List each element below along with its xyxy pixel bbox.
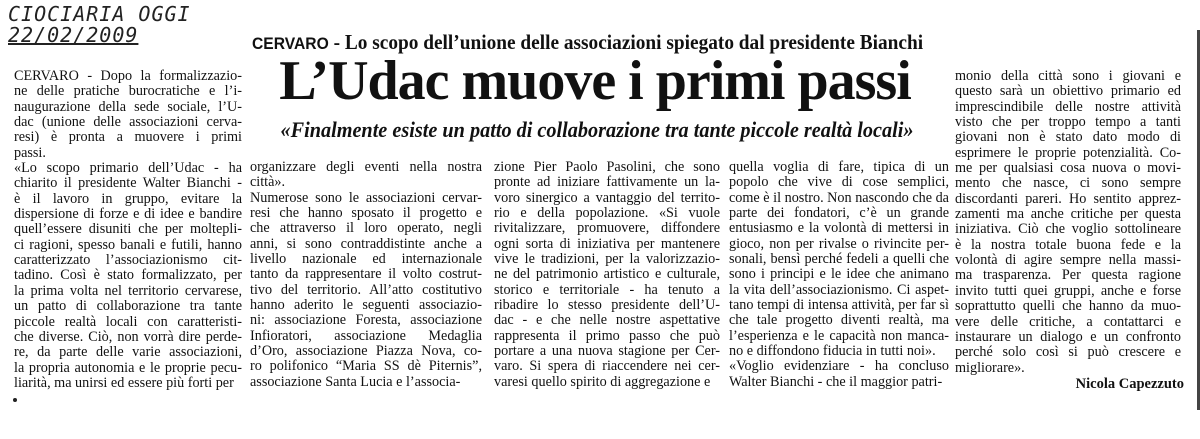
article-line: migliorare».	[955, 359, 1025, 376]
article-column-3	[494, 160, 720, 390]
article-line: ni: associazione Foresta, associazione	[250, 312, 482, 329]
article-line: vive le tradizioni, per la valorizzazio-	[494, 251, 720, 268]
article-line: entusiasmo e la volontà di mettersi in	[729, 220, 949, 237]
article-line: tadino. Così è stato formalizzato, per	[14, 267, 242, 284]
article-line: volontà di agire sempre nella massi-	[955, 252, 1181, 269]
margin-mark	[13, 398, 17, 402]
article-column-2	[250, 160, 482, 390]
article-line: discordanti pareri. Ho sentito apprez-	[955, 190, 1181, 207]
article-line: varo. Si spera di riaccendere nei cer-	[494, 358, 720, 375]
article-line: dac - e che nelle nostre aspettative	[494, 312, 720, 329]
article-author: Nicola Capezzuto	[1075, 376, 1184, 392]
handwritten-source-note	[8, 4, 238, 46]
article-line: vere delle critiche, a contattarci e	[955, 313, 1181, 330]
article-line: piccole realtà locali con caratteristi-	[14, 313, 242, 330]
article-line: ro polifonico “Maria SS dè Piternis”,	[250, 358, 482, 375]
article-line: voro sinergico a vantaggio del territo-	[494, 189, 720, 206]
article-line: ne delle pratiche burocratiche e l’i-	[14, 83, 242, 100]
article-line: naugurazione della sede sociale, l’U-	[14, 98, 242, 115]
article-line: caratterizzato l’associazionismo cit-	[14, 252, 242, 269]
article-line: «Voglio evidenziare - ha concluso	[729, 358, 949, 375]
article-line: mento che nasce, ci sono sempre	[955, 175, 1181, 192]
article-line: ma trasparenza. Per questa ragione	[955, 267, 1181, 284]
handwritten-newspaper-name: CIOCIARIA OGGI	[8, 2, 191, 26]
article-line: no e diffondono fiducia in tutti noi».	[729, 343, 936, 360]
article-line: Infioratori, associazione Medaglia	[250, 327, 482, 344]
kicker-text: - Lo scopo dell’unione delle associazioni spiegato dal presidente Bianchi	[328, 30, 924, 54]
article-line: monio della città sono i giovani e	[955, 69, 1181, 84]
article-line: storico e territoriale - ha tenuto a	[494, 281, 720, 298]
article-line: che tale progetto diventi realtà, ma	[729, 312, 949, 329]
article-line: sono i principi e le idee che animano	[729, 266, 949, 283]
article-line: è il lavoro in gruppo, evitare la	[14, 190, 242, 207]
article-line: come è il nostro. Non nascondo che da	[729, 189, 949, 206]
article-line: rappresenta il primo passo che può	[494, 327, 720, 344]
article-line: instaurare un dialogo e un confronto	[955, 328, 1181, 345]
article-line: «Lo scopo primario dell’Udac - ha	[14, 160, 242, 177]
article-line: tanto da rappresentare il volto costrut-	[250, 266, 482, 283]
article-line: ogni sorta di iniziativa per mantenere	[494, 235, 720, 252]
article-line: iniziativa. Ciò che voglio sottolineare	[955, 221, 1181, 238]
article-line: rio e della popolazione. «Si vuole	[494, 205, 720, 222]
article-line: parte dei fondatori, c’è un grande	[729, 205, 949, 222]
article-line: liarità, ma unirsi ed essere più forti per	[14, 374, 234, 391]
article-line: anni, si sono contraddistinte anche a	[250, 235, 482, 252]
article-line: dac (unione delle associazioni cerva-	[14, 114, 242, 131]
article-line: giovani non è stato dato modo di	[955, 129, 1181, 146]
article-line: ne del patrimonio artistico e culturale,	[494, 266, 720, 283]
article-line: d’Oro, associazione Piazza Nova, co-	[250, 343, 482, 360]
article-line: Walter Bianchi - che il maggior patri-	[729, 373, 943, 390]
article-column-1	[14, 69, 242, 391]
article-line: dispersione di forze e di idee e bandire	[14, 206, 242, 223]
article-line: chiarito il presidente Walter Bianchi -	[14, 175, 242, 192]
article-line: passi.	[14, 144, 46, 161]
article-line: re, da parte delle varie associazioni,	[14, 344, 242, 361]
article-line: è la nostra totale buona fede e la	[955, 236, 1181, 253]
article-line: perché solo così si può crescere e	[955, 344, 1181, 361]
article-line: organizzare degli eventi nella nostra	[250, 160, 482, 175]
article-line: un patto di collaborazione tra tante	[14, 298, 242, 315]
article-line: quella voglia di fare, tipica di un	[729, 160, 949, 175]
article-line: imprescindibile delle nostre attività	[955, 98, 1181, 115]
article-line: hanno aderito le seguenti associazio-	[250, 297, 482, 314]
article-line: CERVARO - Dopo la formalizzazio-	[14, 69, 242, 84]
article-line: rivitalizzare, promuovere, diffondere	[494, 220, 720, 237]
article-line: che diverse. Ciò, non vorrà dire perde-	[14, 328, 242, 345]
article-line: quell’essere disuniti che per moltepli-	[14, 221, 242, 238]
article-line: Numerose sono le associazioni cervar-	[250, 189, 482, 206]
article-line: zamenti ma anche critiche per questa	[955, 206, 1181, 223]
article-line: varesi quello spirito di aggregazione e	[494, 373, 711, 390]
article-line: la prima volta nel territorio cervarese,	[14, 282, 242, 299]
article-line: visto che per troppo tempo a tanti	[955, 114, 1181, 131]
article-line: pronte ad iniziare fattivamente un la-	[494, 174, 720, 191]
article-column-4	[729, 160, 949, 390]
article-line: città».	[250, 174, 286, 191]
article-line: l’esperienza e le capacità non manca-	[729, 327, 949, 344]
article-column-5	[955, 69, 1181, 376]
article-line: tano tempi di intensa attività, per far sì	[729, 297, 949, 314]
article-line: me per qualsiasi cosa nuova o movi-	[955, 160, 1181, 177]
article-line: zione Pier Paolo Pasolini, che sono	[494, 160, 720, 175]
kicker-place: CERVARO	[252, 34, 329, 53]
article-line: soprattutto quelli che hanno da muo-	[955, 298, 1181, 315]
article-subtitle: «Finalmente esiste un patto di collaborazione tra tante piccole realtà locali»	[280, 117, 914, 142]
article-line: portare a una nuova stagione per Cer-	[494, 343, 720, 360]
article-line: tivo del territorio. All’atto costitutivo	[250, 281, 482, 298]
article-line: invito tutti quei gruppi, anche e forse	[955, 282, 1181, 299]
article-headline: L’Udac muove i primi passi	[279, 50, 911, 112]
article-line: resi che hanno sposato il progetto e	[250, 205, 482, 222]
handwritten-date: 22/02/2009	[8, 23, 139, 47]
article-line: la propria autonomia e le proprie pecu-	[14, 359, 242, 376]
article-line: esprimere le proprie potenzialità. Co-	[955, 144, 1181, 161]
article-line: ribadire lo stesso presidente dell’U-	[494, 297, 720, 314]
article-line: resi) è pronta a muovere i primi	[14, 129, 242, 146]
article-line: livello nazionale ed internazionale	[250, 251, 482, 268]
article-line: la vita dell’associazionismo. Ci aspet-	[729, 281, 949, 298]
article-line: gioco, non per rivalse o rivincite per-	[729, 235, 949, 252]
article-line: che attraverso il loro operato, negli	[250, 220, 482, 237]
article-line: associazione Santa Lucia e l’associa-	[250, 373, 461, 390]
article-line: ci ragioni, spesso banali e futili, hanno	[14, 236, 242, 253]
article-line: questo sarà un obiettivo primario ed	[955, 83, 1181, 100]
article-line: sonali, bensì perché fedeli a quelli che	[729, 251, 949, 268]
article-line: popolo che vive di cose semplici,	[729, 174, 949, 191]
